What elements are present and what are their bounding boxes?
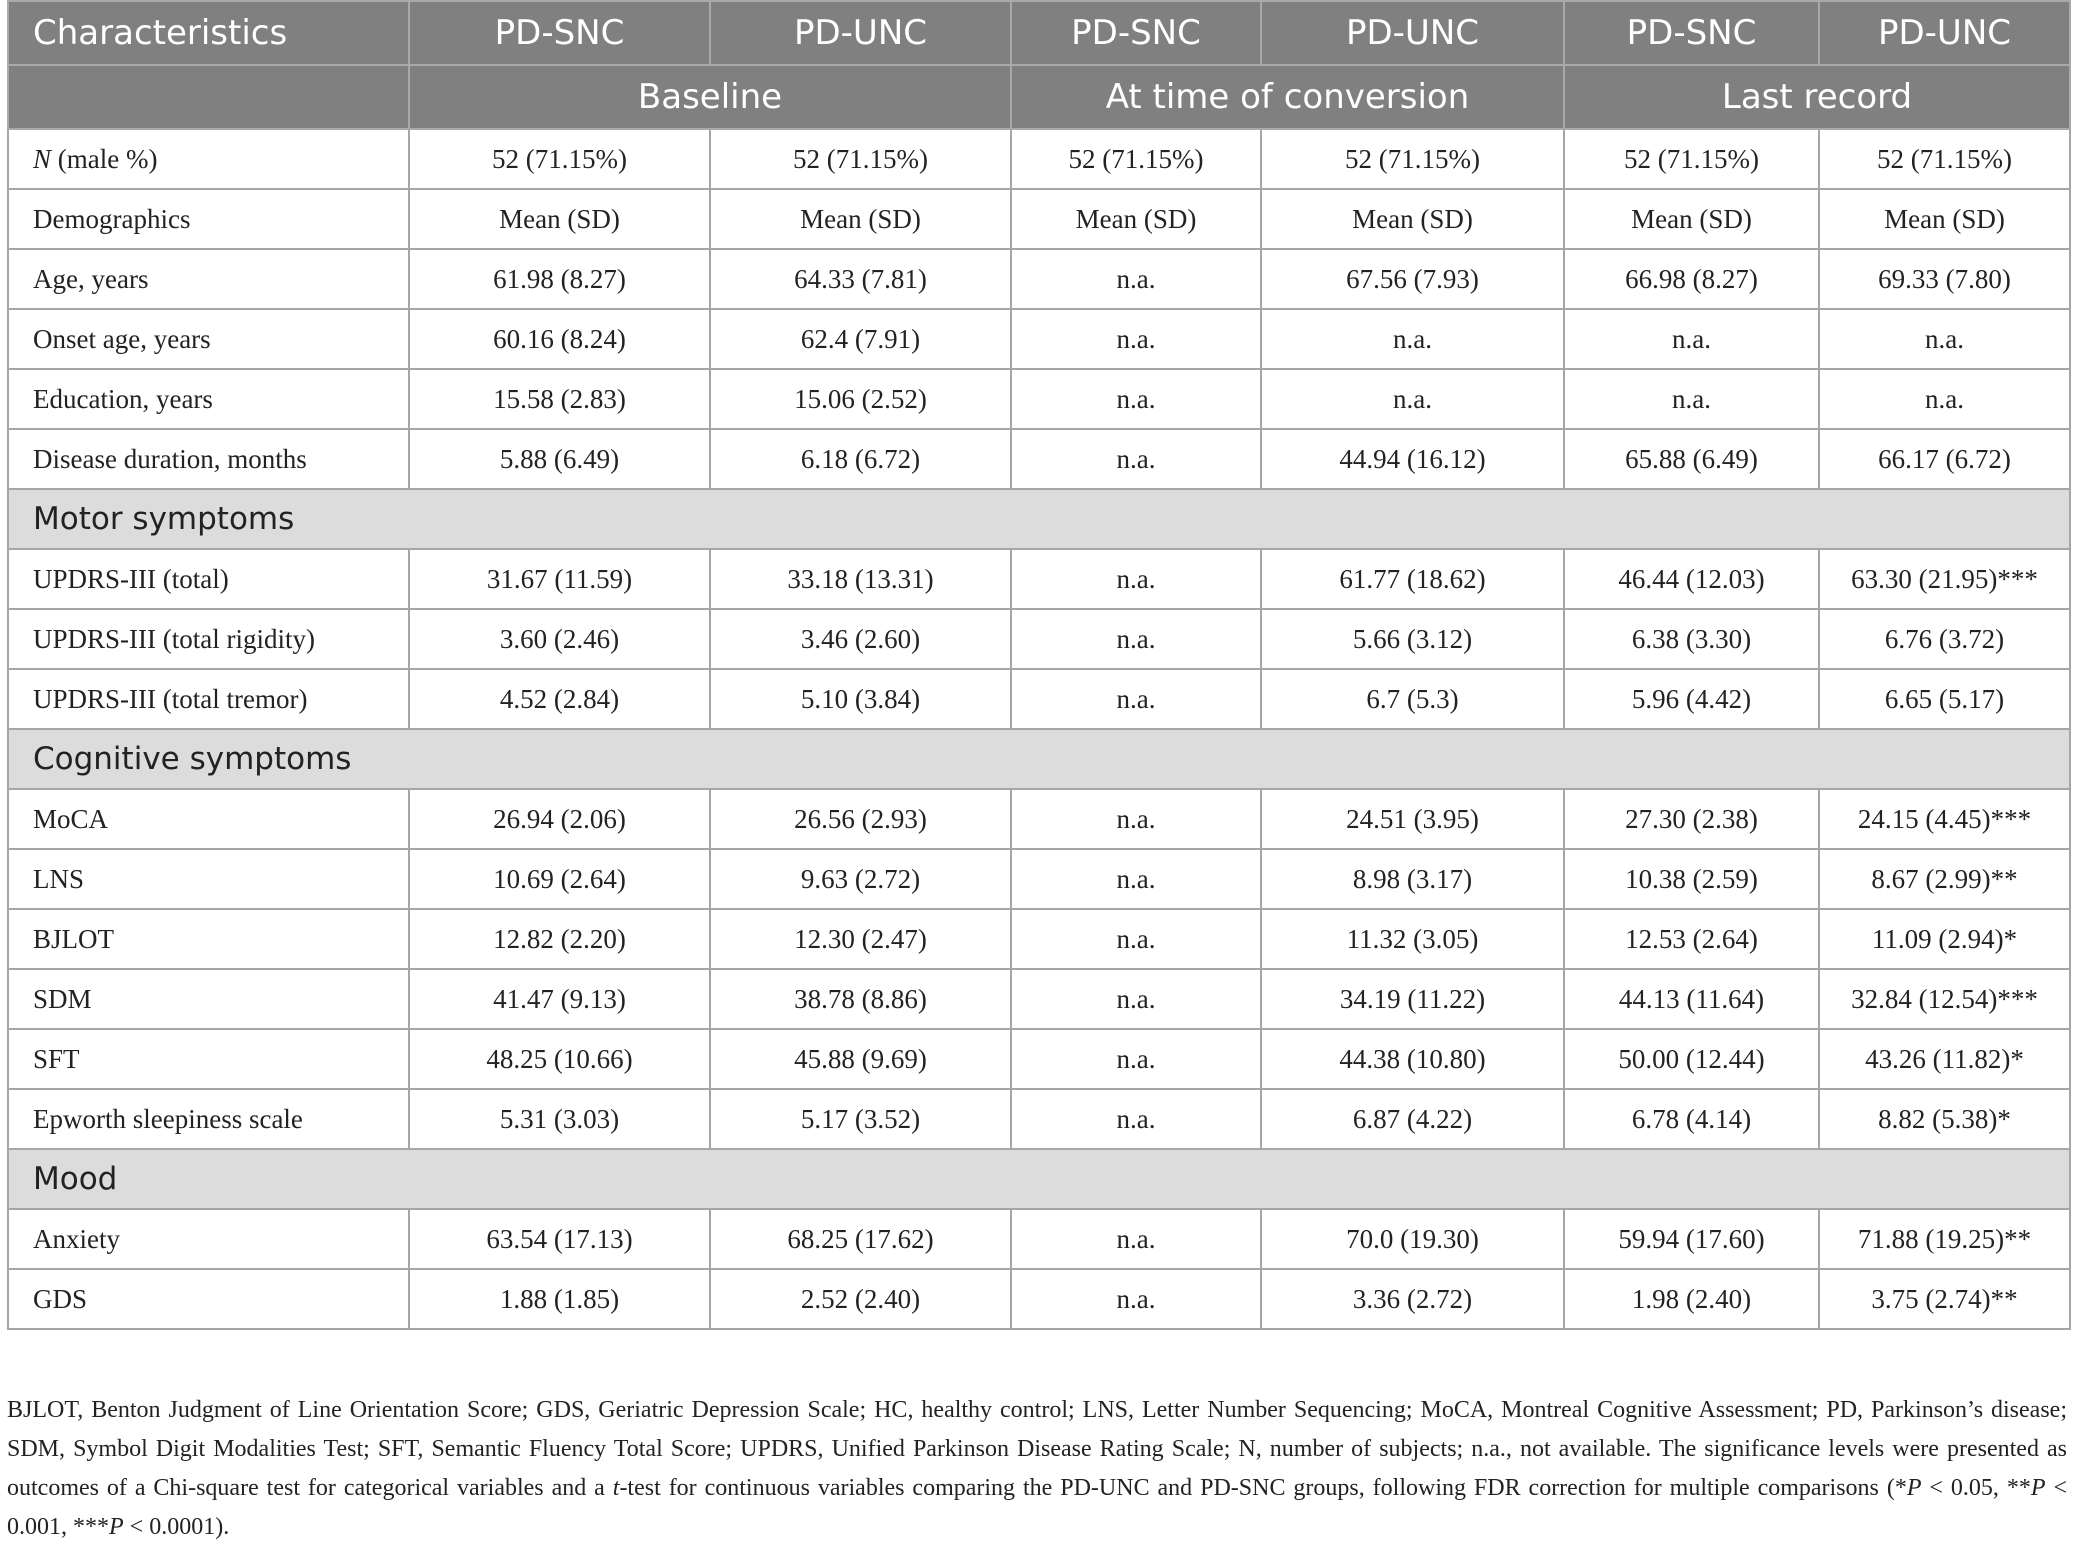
table-cell: 3.60 (2.46)	[409, 609, 710, 669]
table-cell: 44.13 (11.64)	[1564, 969, 1819, 1029]
table-cell: 11.09 (2.94)*	[1819, 909, 2070, 969]
table-cell: n.a.	[1011, 249, 1261, 309]
row-label-italic: N	[33, 143, 52, 174]
table-cell: 31.67 (11.59)	[409, 549, 710, 609]
table-row	[8, 1029, 2070, 1089]
table-cell: 46.44 (12.03)	[1564, 549, 1819, 609]
table-cell: n.a.	[1011, 309, 1261, 369]
table-cell: 26.94 (2.06)	[409, 789, 710, 849]
section-label: Motor symptoms	[8, 489, 2070, 549]
table-cell: 66.98 (8.27)	[1564, 249, 1819, 309]
table-cell: 5.31 (3.03)	[409, 1089, 710, 1149]
table-cell: n.a.	[1564, 309, 1819, 369]
table-cell: 44.94 (16.12)	[1261, 429, 1564, 489]
table-cell: 3.75 (2.74)**	[1819, 1269, 2070, 1329]
table-cell: Mean (SD)	[710, 189, 1011, 249]
row-label: MoCA	[8, 789, 409, 849]
group-header-baseline: Baseline	[409, 65, 1011, 129]
footnote-text-a: BJLOT, Benton Judgment of Line Orientation Score; GDS, Geriatric Depression Scale; HC, healthy control; LNS, Letter Number Sequencing; MoCA, Montreal Cognitive Assessment; PD, Parkinson’s disease; SDM, Symbol Digit Modalities Test; SFT, Semantic Fluency Total Score; UPDRS, Unified Parkinson Disease Rating Scale; N, number of subjects; n.a., not available. The significance levels were presented as outcomes of a Chi-square test for categorical variables and a	[7, 1397, 2067, 1501]
table-row	[8, 909, 2070, 969]
table-cell: 26.56 (2.93)	[710, 789, 1011, 849]
table-cell: 3.46 (2.60)	[710, 609, 1011, 669]
table-cell: n.a.	[1011, 669, 1261, 729]
table-cell: n.a.	[1261, 309, 1564, 369]
table-cell: 5.88 (6.49)	[409, 429, 710, 489]
table-cell: 50.00 (12.44)	[1564, 1029, 1819, 1089]
row-label	[8, 129, 409, 189]
table-cell: 69.33 (7.80)	[1819, 249, 2070, 309]
row-label: Demographics	[8, 189, 409, 249]
table-row	[8, 309, 2070, 369]
table-cell: 6.76 (3.72)	[1819, 609, 2070, 669]
table-cell: 38.78 (8.86)	[710, 969, 1011, 1029]
table-cell: n.a.	[1011, 549, 1261, 609]
table-cell: Mean (SD)	[1564, 189, 1819, 249]
table-cell: Mean (SD)	[1819, 189, 2070, 249]
table-cell: n.a.	[1261, 369, 1564, 429]
table-row	[8, 1209, 2070, 1269]
table-cell: 52 (71.15%)	[409, 129, 710, 189]
table-cell: Mean (SD)	[409, 189, 710, 249]
table-cell: 61.77 (18.62)	[1261, 549, 1564, 609]
header-conversion-pd-snc: PD-SNC	[1011, 1, 1261, 65]
table-cell: 63.30 (21.95)***	[1819, 549, 2070, 609]
table-cell: 45.88 (9.69)	[710, 1029, 1011, 1089]
table-row	[8, 669, 2070, 729]
row-label: Age, years	[8, 249, 409, 309]
table-cell: 33.18 (13.31)	[710, 549, 1011, 609]
row-label-rest: (male %)	[51, 143, 158, 174]
footnote-p3-var: P	[109, 1514, 124, 1540]
row-label: Education, years	[8, 369, 409, 429]
table-container	[7, 0, 2069, 1330]
table-cell: 6.38 (3.30)	[1564, 609, 1819, 669]
table-cell: 12.82 (2.20)	[409, 909, 710, 969]
table-cell: 61.98 (8.27)	[409, 249, 710, 309]
footnote-p2-star: **	[2006, 1475, 2031, 1501]
table-cell: n.a.	[1011, 369, 1261, 429]
row-label: Onset age, years	[8, 309, 409, 369]
table-cell: 10.69 (2.64)	[409, 849, 710, 909]
table-cell: 60.16 (8.24)	[409, 309, 710, 369]
table-cell: n.a.	[1819, 309, 2070, 369]
row-label: Epworth sleepiness scale	[8, 1089, 409, 1149]
table-cell: 70.0 (19.30)	[1261, 1209, 1564, 1269]
footnote-p1-rest: < 0.05,	[1921, 1475, 2007, 1501]
group-header-empty	[8, 65, 409, 129]
header-last-pd-snc: PD-SNC	[1564, 1, 1819, 65]
header-baseline-pd-unc: PD-UNC	[710, 1, 1011, 65]
table-cell: n.a.	[1011, 849, 1261, 909]
table-cell: 62.4 (7.91)	[710, 309, 1011, 369]
row-label: LNS	[8, 849, 409, 909]
table-cell: 12.30 (2.47)	[710, 909, 1011, 969]
table-cell: 52 (71.15%)	[1819, 129, 2070, 189]
table-cell: 6.87 (4.22)	[1261, 1089, 1564, 1149]
table-row	[8, 849, 2070, 909]
table-cell: 24.15 (4.45)***	[1819, 789, 2070, 849]
table-cell: n.a.	[1011, 909, 1261, 969]
table-row	[8, 789, 2070, 849]
group-header-conversion: At time of conversion	[1011, 65, 1564, 129]
table-row	[8, 429, 2070, 489]
section-row	[8, 729, 2070, 789]
table-cell: 59.94 (17.60)	[1564, 1209, 1819, 1269]
table-cell: 10.38 (2.59)	[1564, 849, 1819, 909]
group-header-last-record: Last record	[1564, 65, 2070, 129]
section-label: Cognitive symptoms	[8, 729, 2070, 789]
table-row	[8, 369, 2070, 429]
row-label: UPDRS-III (total)	[8, 549, 409, 609]
table-cell: Mean (SD)	[1011, 189, 1261, 249]
table-cell: 5.10 (3.84)	[710, 669, 1011, 729]
row-label: UPDRS-III (total rigidity)	[8, 609, 409, 669]
table-cell: 6.18 (6.72)	[710, 429, 1011, 489]
table-cell: 6.78 (4.14)	[1564, 1089, 1819, 1149]
footnote-text-b: -test for continuous variables comparing the PD-UNC and PD-SNC groups, following FDR correction for multiple comparisons (	[619, 1475, 1895, 1501]
characteristics-table	[7, 0, 2071, 1330]
table-cell: 71.88 (19.25)**	[1819, 1209, 2070, 1269]
table-cell: 32.84 (12.54)***	[1819, 969, 2070, 1029]
table-cell: 5.66 (3.12)	[1261, 609, 1564, 669]
table-cell: 4.52 (2.84)	[409, 669, 710, 729]
table-row	[8, 249, 2070, 309]
table-body	[8, 129, 2070, 1329]
row-label: Disease duration, months	[8, 429, 409, 489]
table-cell: 52 (71.15%)	[1011, 129, 1261, 189]
footnote	[7, 1391, 2067, 1547]
table-cell: 11.32 (3.05)	[1261, 909, 1564, 969]
table-cell: 68.25 (17.62)	[710, 1209, 1011, 1269]
table-cell: 5.96 (4.42)	[1564, 669, 1819, 729]
table-cell: 34.19 (11.22)	[1261, 969, 1564, 1029]
table-row	[8, 969, 2070, 1029]
table-cell: 48.25 (10.66)	[409, 1029, 710, 1089]
table-cell: 52 (71.15%)	[710, 129, 1011, 189]
footnote-p3-rest: < 0.0001).	[123, 1514, 230, 1540]
table-cell: 67.56 (7.93)	[1261, 249, 1564, 309]
table-header	[8, 1, 2070, 129]
footnote-t-italic: t	[612, 1475, 620, 1501]
table-row	[8, 129, 2070, 189]
table-cell: n.a.	[1011, 1269, 1261, 1329]
table-cell: 27.30 (2.38)	[1564, 789, 1819, 849]
table-cell: n.a.	[1011, 1029, 1261, 1089]
table-cell: 5.17 (3.52)	[710, 1089, 1011, 1149]
table-row	[8, 1089, 2070, 1149]
table-cell: 6.65 (5.17)	[1819, 669, 2070, 729]
table-cell: 43.26 (11.82)*	[1819, 1029, 2070, 1089]
table-cell: 12.53 (2.64)	[1564, 909, 1819, 969]
header-last-pd-unc: PD-UNC	[1819, 1, 2070, 65]
section-label: Mood	[8, 1149, 2070, 1209]
table-row	[8, 609, 2070, 669]
table-cell: 24.51 (3.95)	[1261, 789, 1564, 849]
table-cell: 1.98 (2.40)	[1564, 1269, 1819, 1329]
table-cell: n.a.	[1011, 789, 1261, 849]
group-header-row	[8, 65, 2070, 129]
table-cell: 8.82 (5.38)*	[1819, 1089, 2070, 1149]
table-cell: n.a.	[1011, 609, 1261, 669]
footnote-p3-star: ***	[73, 1514, 109, 1540]
table-row	[8, 189, 2070, 249]
row-label: Anxiety	[8, 1209, 409, 1269]
header-baseline-pd-snc: PD-SNC	[409, 1, 710, 65]
row-label: UPDRS-III (total tremor)	[8, 669, 409, 729]
table-cell: 52 (71.15%)	[1261, 129, 1564, 189]
section-row	[8, 1149, 2070, 1209]
table-cell: 3.36 (2.72)	[1261, 1269, 1564, 1329]
table-cell: 8.98 (3.17)	[1261, 849, 1564, 909]
row-label: GDS	[8, 1269, 409, 1329]
table-cell: 63.54 (17.13)	[409, 1209, 710, 1269]
row-label: BJLOT	[8, 909, 409, 969]
section-row	[8, 489, 2070, 549]
table-cell: 8.67 (2.99)**	[1819, 849, 2070, 909]
table-cell: 9.63 (2.72)	[710, 849, 1011, 909]
table-cell: n.a.	[1011, 429, 1261, 489]
table-cell: 15.06 (2.52)	[710, 369, 1011, 429]
header-characteristics: Characteristics	[8, 1, 409, 65]
footnote-p2-var: P	[2030, 1475, 2046, 1501]
row-label: SDM	[8, 969, 409, 1029]
table-cell: n.a.	[1819, 369, 2070, 429]
table-row	[8, 549, 2070, 609]
table-row	[8, 1269, 2070, 1329]
table-cell: 52 (71.15%)	[1564, 129, 1819, 189]
table-cell: Mean (SD)	[1261, 189, 1564, 249]
table-cell: 6.7 (5.3)	[1261, 669, 1564, 729]
table-cell: 15.58 (2.83)	[409, 369, 710, 429]
table-cell: 2.52 (2.40)	[710, 1269, 1011, 1329]
footnote-p2-rest: < 0.001,	[7, 1475, 2067, 1540]
table-cell: n.a.	[1011, 969, 1261, 1029]
header-row	[8, 1, 2070, 65]
table-cell: 41.47 (9.13)	[409, 969, 710, 1029]
table-cell: n.a.	[1011, 1089, 1261, 1149]
table-cell: 66.17 (6.72)	[1819, 429, 2070, 489]
table-cell: 44.38 (10.80)	[1261, 1029, 1564, 1089]
table-cell: 1.88 (1.85)	[409, 1269, 710, 1329]
table-cell: n.a.	[1011, 1209, 1261, 1269]
table-cell: n.a.	[1564, 369, 1819, 429]
footnote-p1-star: *	[1894, 1475, 1907, 1501]
table-cell: 64.33 (7.81)	[710, 249, 1011, 309]
footnote-p1-var: P	[1906, 1475, 1922, 1501]
header-conversion-pd-unc: PD-UNC	[1261, 1, 1564, 65]
table-cell: 65.88 (6.49)	[1564, 429, 1819, 489]
row-label: SFT	[8, 1029, 409, 1089]
